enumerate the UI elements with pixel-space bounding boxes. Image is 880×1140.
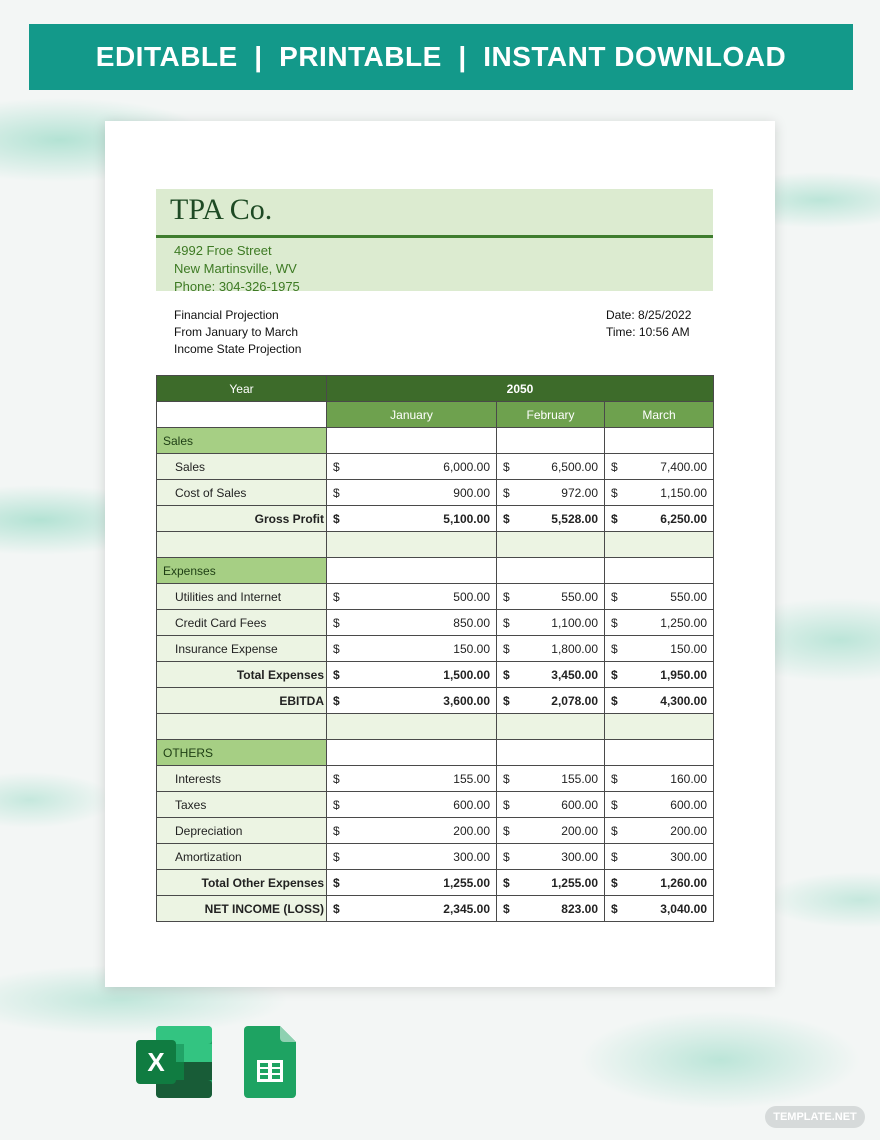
amount: 1,255.00 bbox=[551, 875, 598, 890]
amount: 6,250.00 bbox=[660, 511, 707, 526]
amount: 550.00 bbox=[561, 589, 598, 604]
year-row bbox=[157, 376, 714, 402]
currency-symbol: $ bbox=[333, 589, 340, 604]
currency-symbol: $ bbox=[611, 875, 618, 890]
report-title: Financial Projection bbox=[174, 308, 279, 322]
table-row bbox=[157, 636, 714, 662]
value-cell bbox=[327, 818, 497, 844]
currency-symbol: $ bbox=[611, 797, 618, 812]
value-cell bbox=[605, 506, 714, 532]
value-cell bbox=[605, 844, 714, 870]
watermark-badge bbox=[765, 1106, 865, 1128]
watermark-text: TEMPLATE.NET bbox=[773, 1111, 857, 1123]
value-cell bbox=[327, 844, 497, 870]
row-label: Total Other Expenses bbox=[157, 870, 327, 896]
value-cell bbox=[327, 610, 497, 636]
amount: 5,528.00 bbox=[551, 511, 598, 526]
value-cell bbox=[605, 818, 714, 844]
currency-symbol: $ bbox=[333, 849, 340, 864]
row-label: Utilities and Internet bbox=[157, 584, 327, 610]
amount: 5,100.00 bbox=[443, 511, 490, 526]
amount: 1,250.00 bbox=[660, 615, 707, 630]
currency-symbol: $ bbox=[611, 693, 618, 708]
table-row bbox=[157, 506, 714, 532]
value-cell bbox=[605, 662, 714, 688]
blank-row bbox=[157, 714, 714, 740]
company-header bbox=[156, 189, 713, 294]
amount: 1,150.00 bbox=[660, 485, 707, 500]
value-cell bbox=[327, 766, 497, 792]
row-label: Insurance Expense bbox=[157, 636, 327, 662]
report-datetime bbox=[606, 307, 691, 341]
company-phone: Phone: 304-326-1975 bbox=[174, 279, 300, 294]
currency-symbol: $ bbox=[333, 511, 340, 526]
value-cell bbox=[497, 584, 605, 610]
table-row bbox=[157, 454, 714, 480]
value-cell bbox=[605, 896, 714, 922]
amount: 823.00 bbox=[561, 901, 598, 916]
report-period: From January to March bbox=[174, 325, 299, 339]
excel-letter: X bbox=[147, 1047, 165, 1077]
value-cell bbox=[497, 870, 605, 896]
value-cell bbox=[497, 766, 605, 792]
top-banner bbox=[29, 24, 853, 90]
section-expenses: Expenses bbox=[157, 558, 327, 584]
table-row bbox=[157, 818, 714, 844]
amount: 1,260.00 bbox=[660, 875, 707, 890]
currency-symbol: $ bbox=[333, 459, 340, 474]
currency-symbol: $ bbox=[503, 771, 510, 786]
table-row bbox=[157, 896, 714, 922]
amount: 550.00 bbox=[670, 589, 707, 604]
table-row bbox=[157, 844, 714, 870]
amount: 6,500.00 bbox=[551, 459, 598, 474]
value-cell bbox=[327, 896, 497, 922]
value-cell bbox=[605, 454, 714, 480]
currency-symbol: $ bbox=[503, 667, 510, 682]
row-label: Amortization bbox=[157, 844, 327, 870]
value-cell bbox=[327, 870, 497, 896]
value-cell bbox=[497, 818, 605, 844]
value-cell bbox=[497, 480, 605, 506]
amount: 300.00 bbox=[670, 849, 707, 864]
value-cell bbox=[497, 792, 605, 818]
currency-symbol: $ bbox=[503, 875, 510, 890]
amount: 600.00 bbox=[453, 797, 490, 812]
amount: 3,600.00 bbox=[443, 693, 490, 708]
report-info bbox=[174, 307, 301, 358]
currency-symbol: $ bbox=[611, 901, 618, 916]
header-divider bbox=[156, 235, 713, 238]
amount: 7,400.00 bbox=[660, 459, 707, 474]
month-march: March bbox=[605, 402, 714, 428]
report-time: Time: 10:56 AM bbox=[606, 325, 690, 339]
table-row bbox=[157, 870, 714, 896]
currency-symbol: $ bbox=[333, 875, 340, 890]
currency-symbol: $ bbox=[611, 589, 618, 604]
excel-icon[interactable] bbox=[136, 1026, 214, 1098]
amount: 1,500.00 bbox=[443, 667, 490, 682]
amount: 2,078.00 bbox=[551, 693, 598, 708]
value-cell bbox=[497, 662, 605, 688]
amount: 900.00 bbox=[453, 485, 490, 500]
currency-symbol: $ bbox=[503, 641, 510, 656]
value-cell bbox=[605, 584, 714, 610]
row-label: Cost of Sales bbox=[157, 480, 327, 506]
report-type: Income State Projection bbox=[174, 342, 302, 356]
currency-symbol: $ bbox=[503, 485, 510, 500]
amount: 4,300.00 bbox=[660, 693, 707, 708]
value-cell bbox=[497, 610, 605, 636]
value-cell bbox=[497, 636, 605, 662]
value-cell bbox=[327, 480, 497, 506]
currency-symbol: $ bbox=[503, 459, 510, 474]
currency-symbol: $ bbox=[611, 667, 618, 682]
value-cell bbox=[327, 662, 497, 688]
section-sales: Sales bbox=[157, 428, 327, 454]
currency-symbol: $ bbox=[333, 641, 340, 656]
currency-symbol: $ bbox=[503, 693, 510, 708]
amount: 1,255.00 bbox=[443, 875, 490, 890]
row-label: Total Expenses bbox=[157, 662, 327, 688]
row-label: Interests bbox=[157, 766, 327, 792]
amount: 6,000.00 bbox=[443, 459, 490, 474]
amount: 300.00 bbox=[453, 849, 490, 864]
value-cell bbox=[605, 792, 714, 818]
company-street: 4992 Froe Street bbox=[174, 243, 272, 258]
value-cell bbox=[327, 506, 497, 532]
amount: 3,450.00 bbox=[551, 667, 598, 682]
section-row bbox=[157, 558, 714, 584]
amount: 972.00 bbox=[561, 485, 598, 500]
amount: 200.00 bbox=[453, 823, 490, 838]
company-city: New Martinsville, WV bbox=[174, 261, 297, 276]
row-label: Gross Profit bbox=[157, 506, 327, 532]
company-name: TPA Co. bbox=[170, 193, 273, 226]
row-label: Sales bbox=[157, 454, 327, 480]
currency-symbol: $ bbox=[333, 693, 340, 708]
currency-symbol: $ bbox=[333, 485, 340, 500]
currency-symbol: $ bbox=[611, 849, 618, 864]
value-cell bbox=[497, 454, 605, 480]
value-cell bbox=[327, 584, 497, 610]
row-label: Depreciation bbox=[157, 818, 327, 844]
table-row bbox=[157, 792, 714, 818]
section-row bbox=[157, 740, 714, 766]
table-row bbox=[157, 480, 714, 506]
year-label: Year bbox=[157, 376, 327, 402]
row-label: NET INCOME (LOSS) bbox=[157, 896, 327, 922]
currency-symbol: $ bbox=[611, 771, 618, 786]
value-cell bbox=[327, 636, 497, 662]
currency-symbol: $ bbox=[333, 823, 340, 838]
currency-symbol: $ bbox=[611, 459, 618, 474]
currency-symbol: $ bbox=[611, 615, 618, 630]
table-row bbox=[157, 766, 714, 792]
value-cell bbox=[605, 636, 714, 662]
value-cell bbox=[497, 844, 605, 870]
banner-text: EDITABLE | PRINTABLE | INSTANT DOWNLOAD bbox=[95, 41, 787, 72]
value-cell bbox=[327, 688, 497, 714]
currency-symbol: $ bbox=[611, 641, 618, 656]
currency-symbol: $ bbox=[611, 823, 618, 838]
amount: 1,100.00 bbox=[551, 615, 598, 630]
amount: 150.00 bbox=[670, 641, 707, 656]
row-label: Credit Card Fees bbox=[157, 610, 327, 636]
value-cell bbox=[497, 506, 605, 532]
amount: 500.00 bbox=[453, 589, 490, 604]
amount: 850.00 bbox=[453, 615, 490, 630]
currency-symbol: $ bbox=[333, 667, 340, 682]
amount: 600.00 bbox=[561, 797, 598, 812]
amount: 200.00 bbox=[561, 823, 598, 838]
currency-symbol: $ bbox=[503, 615, 510, 630]
currency-symbol: $ bbox=[503, 589, 510, 604]
currency-symbol: $ bbox=[503, 901, 510, 916]
value-cell bbox=[605, 610, 714, 636]
month-january: January bbox=[327, 402, 497, 428]
currency-symbol: $ bbox=[611, 485, 618, 500]
year-value: 2050 bbox=[327, 376, 714, 402]
row-label: Taxes bbox=[157, 792, 327, 818]
table-row bbox=[157, 688, 714, 714]
amount: 200.00 bbox=[670, 823, 707, 838]
amount: 600.00 bbox=[670, 797, 707, 812]
value-cell bbox=[605, 870, 714, 896]
row-label: EBITDA bbox=[157, 688, 327, 714]
amount: 1,800.00 bbox=[551, 641, 598, 656]
table-row bbox=[157, 610, 714, 636]
currency-symbol: $ bbox=[503, 823, 510, 838]
month-february: February bbox=[497, 402, 605, 428]
amount: 155.00 bbox=[453, 771, 490, 786]
month-row bbox=[157, 402, 714, 428]
currency-symbol: $ bbox=[333, 771, 340, 786]
amount: 150.00 bbox=[453, 641, 490, 656]
value-cell bbox=[605, 688, 714, 714]
value-cell bbox=[605, 480, 714, 506]
report-date: Date: 8/25/2022 bbox=[606, 308, 692, 322]
blank-row bbox=[157, 532, 714, 558]
currency-symbol: $ bbox=[333, 797, 340, 812]
currency-symbol: $ bbox=[503, 849, 510, 864]
table-row bbox=[157, 584, 714, 610]
value-cell bbox=[497, 896, 605, 922]
document-sheet bbox=[105, 121, 775, 987]
month-spacer bbox=[157, 402, 327, 428]
amount: 160.00 bbox=[670, 771, 707, 786]
value-cell bbox=[605, 766, 714, 792]
currency-symbol: $ bbox=[503, 797, 510, 812]
table-row bbox=[157, 662, 714, 688]
value-cell bbox=[497, 688, 605, 714]
amount: 155.00 bbox=[561, 771, 598, 786]
google-sheets-icon[interactable] bbox=[244, 1026, 296, 1098]
currency-symbol: $ bbox=[503, 511, 510, 526]
amount: 2,345.00 bbox=[443, 901, 490, 916]
amount: 300.00 bbox=[561, 849, 598, 864]
currency-symbol: $ bbox=[333, 615, 340, 630]
amount: 3,040.00 bbox=[660, 901, 707, 916]
amount: 1,950.00 bbox=[660, 667, 707, 682]
value-cell bbox=[327, 792, 497, 818]
income-projection-table bbox=[156, 375, 714, 922]
currency-symbol: $ bbox=[611, 511, 618, 526]
value-cell bbox=[327, 454, 497, 480]
currency-symbol: $ bbox=[333, 901, 340, 916]
section-others: OTHERS bbox=[157, 740, 327, 766]
section-row bbox=[157, 428, 714, 454]
